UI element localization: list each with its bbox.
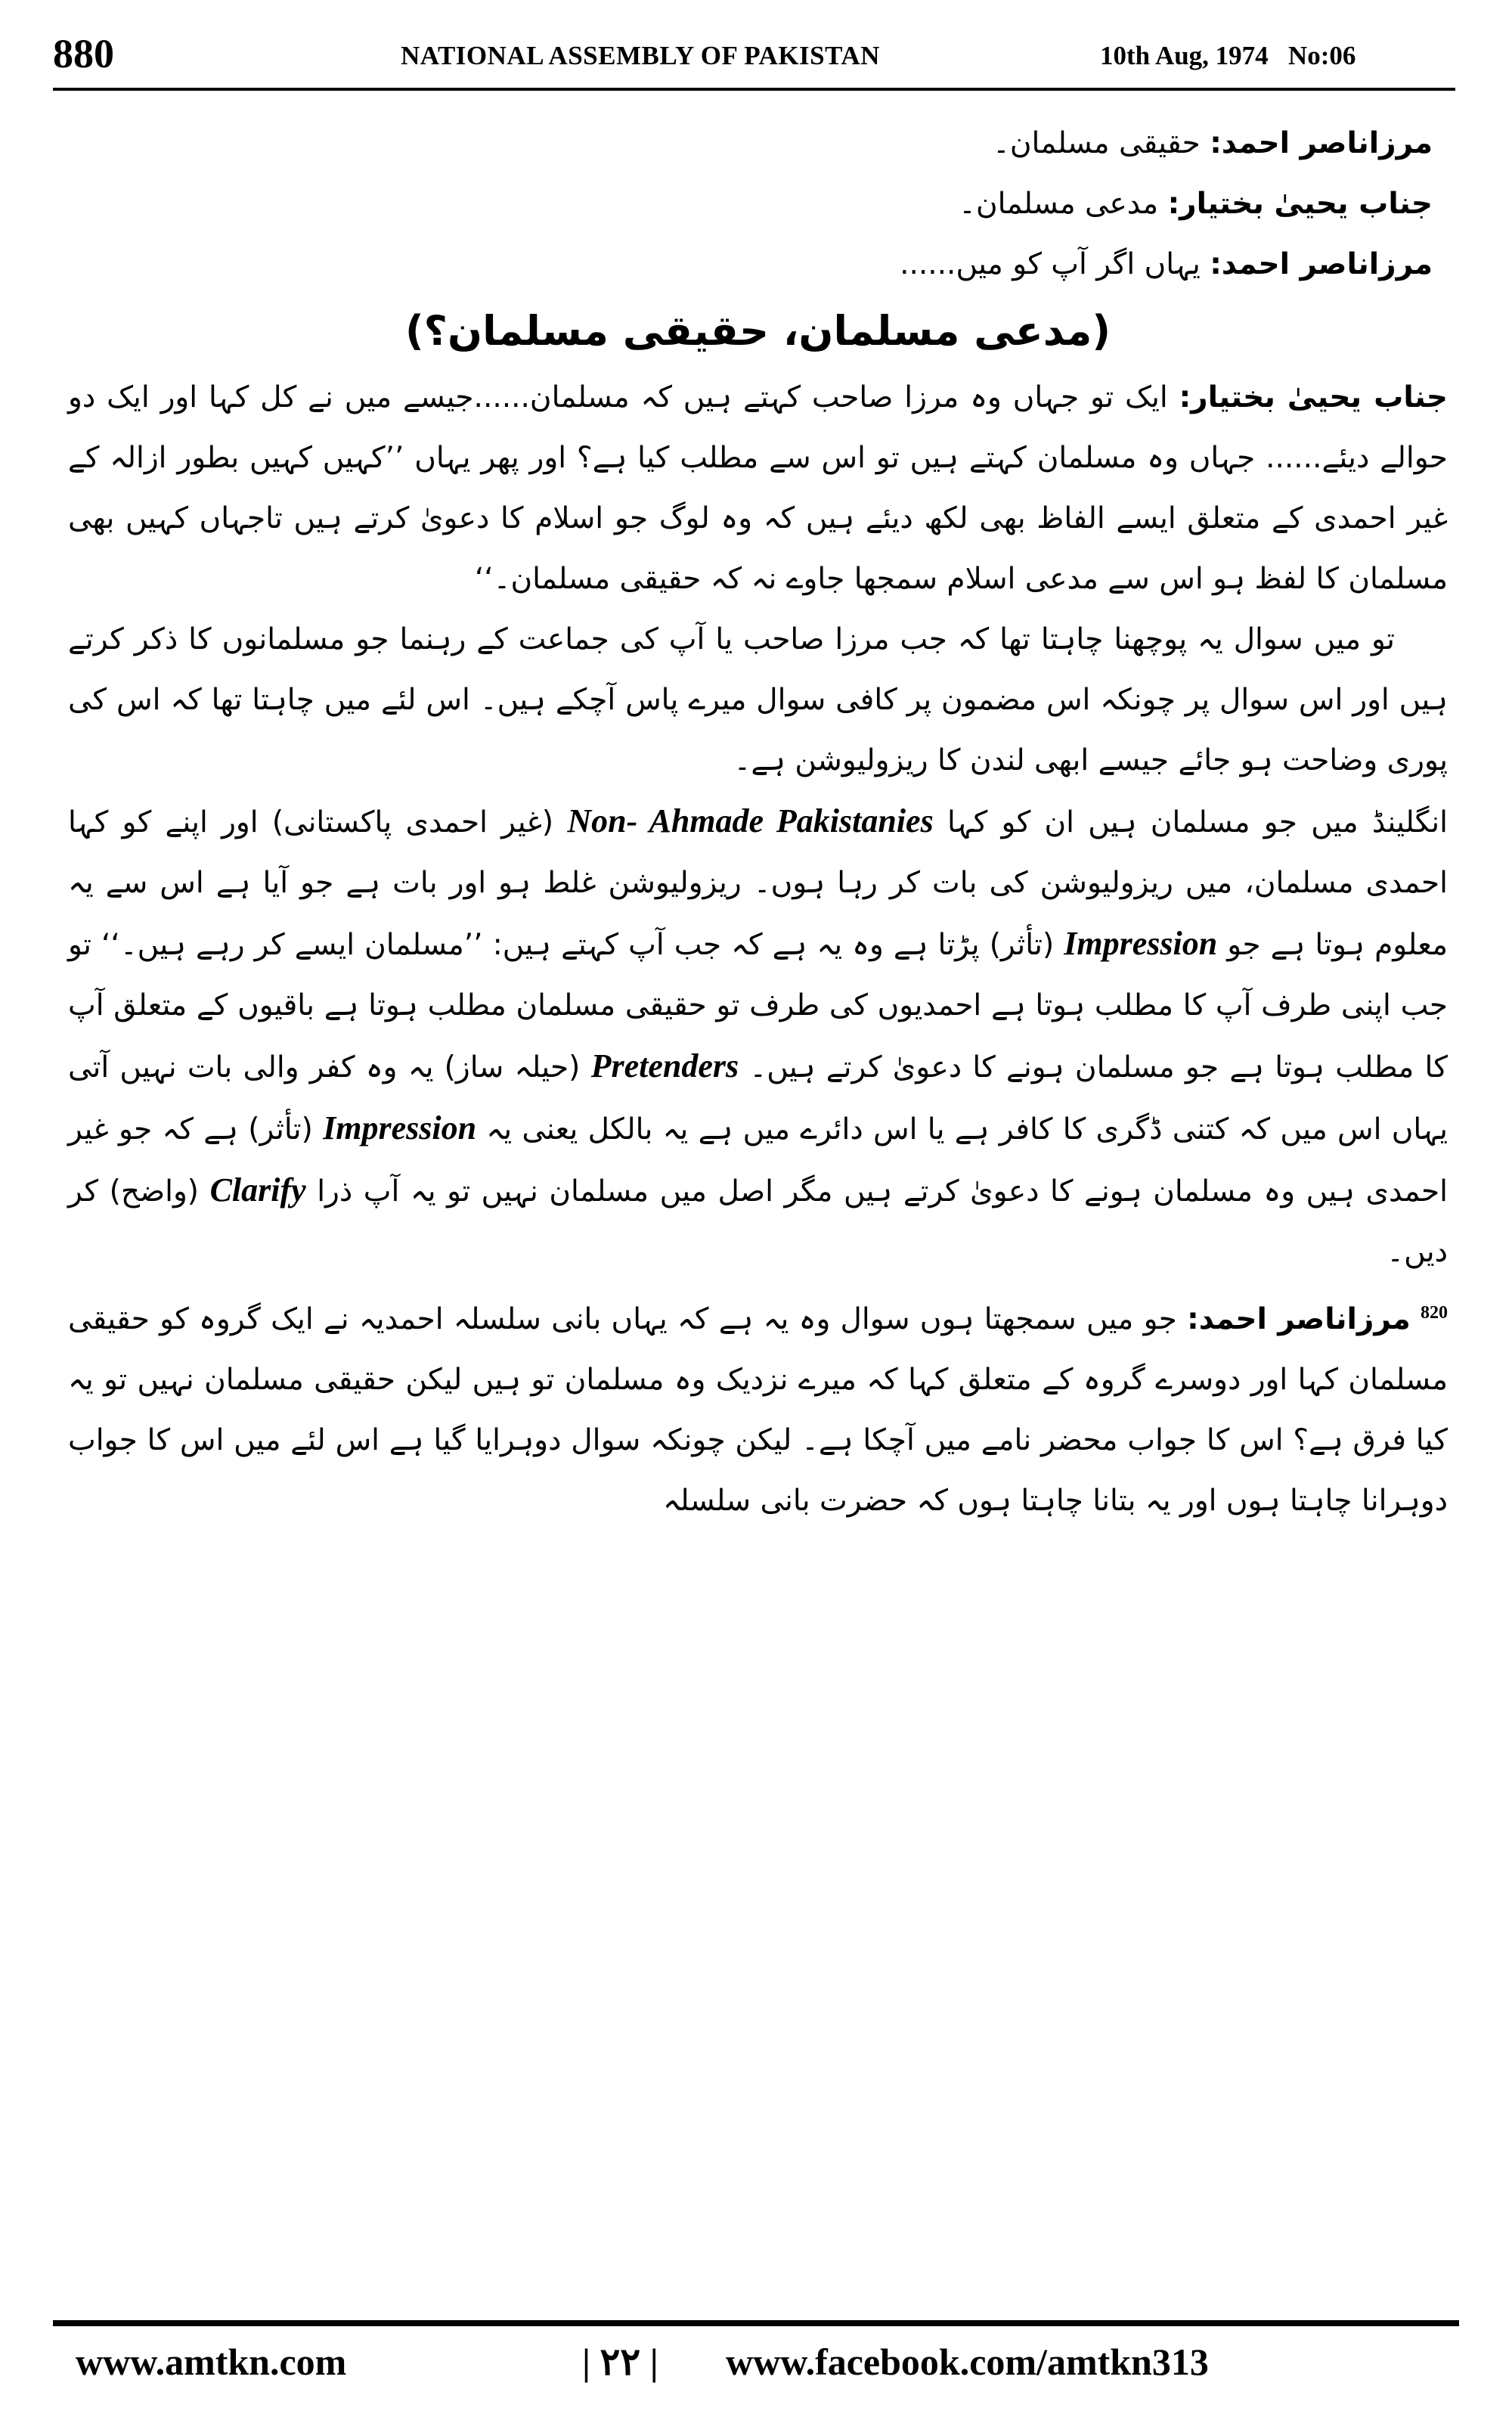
dialog-line-1 [68,113,1448,174]
paragraph-text: (تأثر) ہے کہ جو غیر احمدی ہیں وہ مسلمان ہونے کا دعویٰ کرتے ہیں مگر اصل میں مسلمان نہیں تو یہ آپ ذرا [68,1112,1448,1208]
footer-facebook-link[interactable]: www.facebook.com/amtkn313 [726,2341,1209,2383]
paragraph-1 [68,368,1448,610]
dialog-text: مدعی مسلمان۔ [959,187,1159,221]
dialog-text: حقیقی مسلمان۔ [993,126,1201,160]
english-term: Impression [1064,925,1218,962]
paragraph-text: (واضح) کر دیں۔ [68,1174,1448,1269]
paragraph-text: (حیلہ ساز) یہ وہ کفر والی بات نہیں آتی یہاں اس میں کہ کتنی ڈگری کا کافر ہے یا اس دائرے میں ہے یہ بالکل یعنی یہ [68,1050,1448,1146]
english-term: Impression [323,1109,477,1146]
header-date-number: 10th Aug, 1974 No:06 [1100,41,1356,70]
speaker-name: جناب یحییٰ بختیار: [1179,380,1448,414]
header-rule [53,88,1455,91]
body-text [68,113,1448,1531]
paragraph-text: ایک تو جہاں وہ مرزا صاحب کہتے ہیں کہ مسلمان......جیسے میں نے کل کہا اور ایک دو حوالے دیئے...... جہاں وہ مسلمان کہتے ہیں تو اس سے مطلب کیا ہے؟ اور پھر یہاں ’’کہیں کہیں بطور ازالہ کے غیر احمدی کے متعلق ایسے الفاظ بھی لکھ دیئے ہیں کہ وہ لوگ جو اسلام کا دعویٰ کرتے ہیں تاجہاں کہیں بھی مسلمان کا لفظ ہو اس سے مدعی اسلام سمجھا جاوے نہ کہ حقیقی مسلمان۔‘‘ [68,380,1448,596]
footer-rule [53,2320,1459,2326]
speaker-name: مرزاناصر احمد: [1187,1302,1411,1336]
dialog-line-2 [68,174,1448,234]
footer [53,2340,1459,2393]
paragraph-2: تو میں سوال یہ پوچھنا چاہتا تھا کہ جب مرزا صاحب یا آپ کی جماعت کے رہنما جو مسلمانوں کا ذکر کرتے ہیں اور اس سوال پر چونکہ اس مضمون پر کافی سوال میرے پاس آچکے ہیں۔ اس لئے میں چاہتا تھا کہ اس کی پوری وضاحت ہو جائے جیسے ابھی لندن کا ریزولیوشن ہے۔ [68,622,1448,777]
footer-page-number: | ۲۲ | [582,2341,658,2383]
header-title: NATIONAL ASSEMBLY OF PAKISTAN [401,41,880,70]
footer-website-link[interactable]: www.amtkn.com [76,2341,347,2383]
speaker-name: جناب یحییٰ بختیار: [1167,187,1433,221]
english-term: Pretenders [590,1047,739,1084]
dialog-text: یہاں اگر آپ کو میں...... [900,247,1201,281]
margin-marker: 820 [1421,1303,1448,1323]
paragraph-text: جو میں سمجھتا ہوں سوال وہ یہ ہے کہ یہاں بانی سلسلہ احمدیہ نے ایک گروہ کو حقیقی مسلمان کہا اور دوسرے گروہ کے متعلق کہا کہ میرے نزدیک وہ مسلمان تو ہیں لیکن حقیقی مسلمان نہیں تو یہ کیا فرق ہے؟ اس کا جواب محضر نامے میں آچکا ہے۔ لیکن چونکہ سوال دوہرایا گیا ہے اس لئے میں اس کا جواب دوہرانا چاہتا ہوں اور یہ بتانا چاہتا ہوں کہ حضرت بانی سلسلہ [68,1302,1448,1518]
english-term: Non- Ahmade Pakistanies [567,802,934,839]
english-term: Clarify [209,1171,306,1208]
speaker-name: مرزاناصر احمد: [1210,247,1433,281]
paragraph-text: انگلینڈ میں جو مسلمان ہیں ان کو کہا [947,805,1448,839]
paragraph-text: (غیر احمدی پاکستانی) اور اپنے کو کہا احمدی مسلمان، میں ریزولیوشن کی بات کر رہا ہوں۔ ریزولیوشن غلط ہو اور بات ہے جو آیا ہے اس سے یہ معلوم ہوتا ہے جو [68,805,1448,962]
dialog-line-3 [68,234,1448,295]
paragraph-4 [68,1283,1448,1531]
section-heading: (مدعی مسلمان، حقیقی مسلمان؟) [404,307,1111,355]
speaker-name: مرزاناصر احمد: [1210,126,1433,160]
paragraph-text: (تأثر) پڑتا ہے وہ یہ ہے کہ جب آپ کہتے ہیں: ’’مسلمان ایسے کر رہے ہیں۔‘‘ تو جب اپنی طرف آپ کا مطلب ہوتا ہے احمدیوں کی طرف تو حقیقی مسلمان مطلب ہوتا ہے باقیوں کے متعلق آپ کا مطلب ہوتا ہے جو مسلمان ہونے کا دعویٰ کرتے ہیں۔ [68,928,1448,1084]
running-header [30,30,1482,83]
page-number: 880 [53,31,114,76]
paragraph-3 [68,791,1448,1283]
